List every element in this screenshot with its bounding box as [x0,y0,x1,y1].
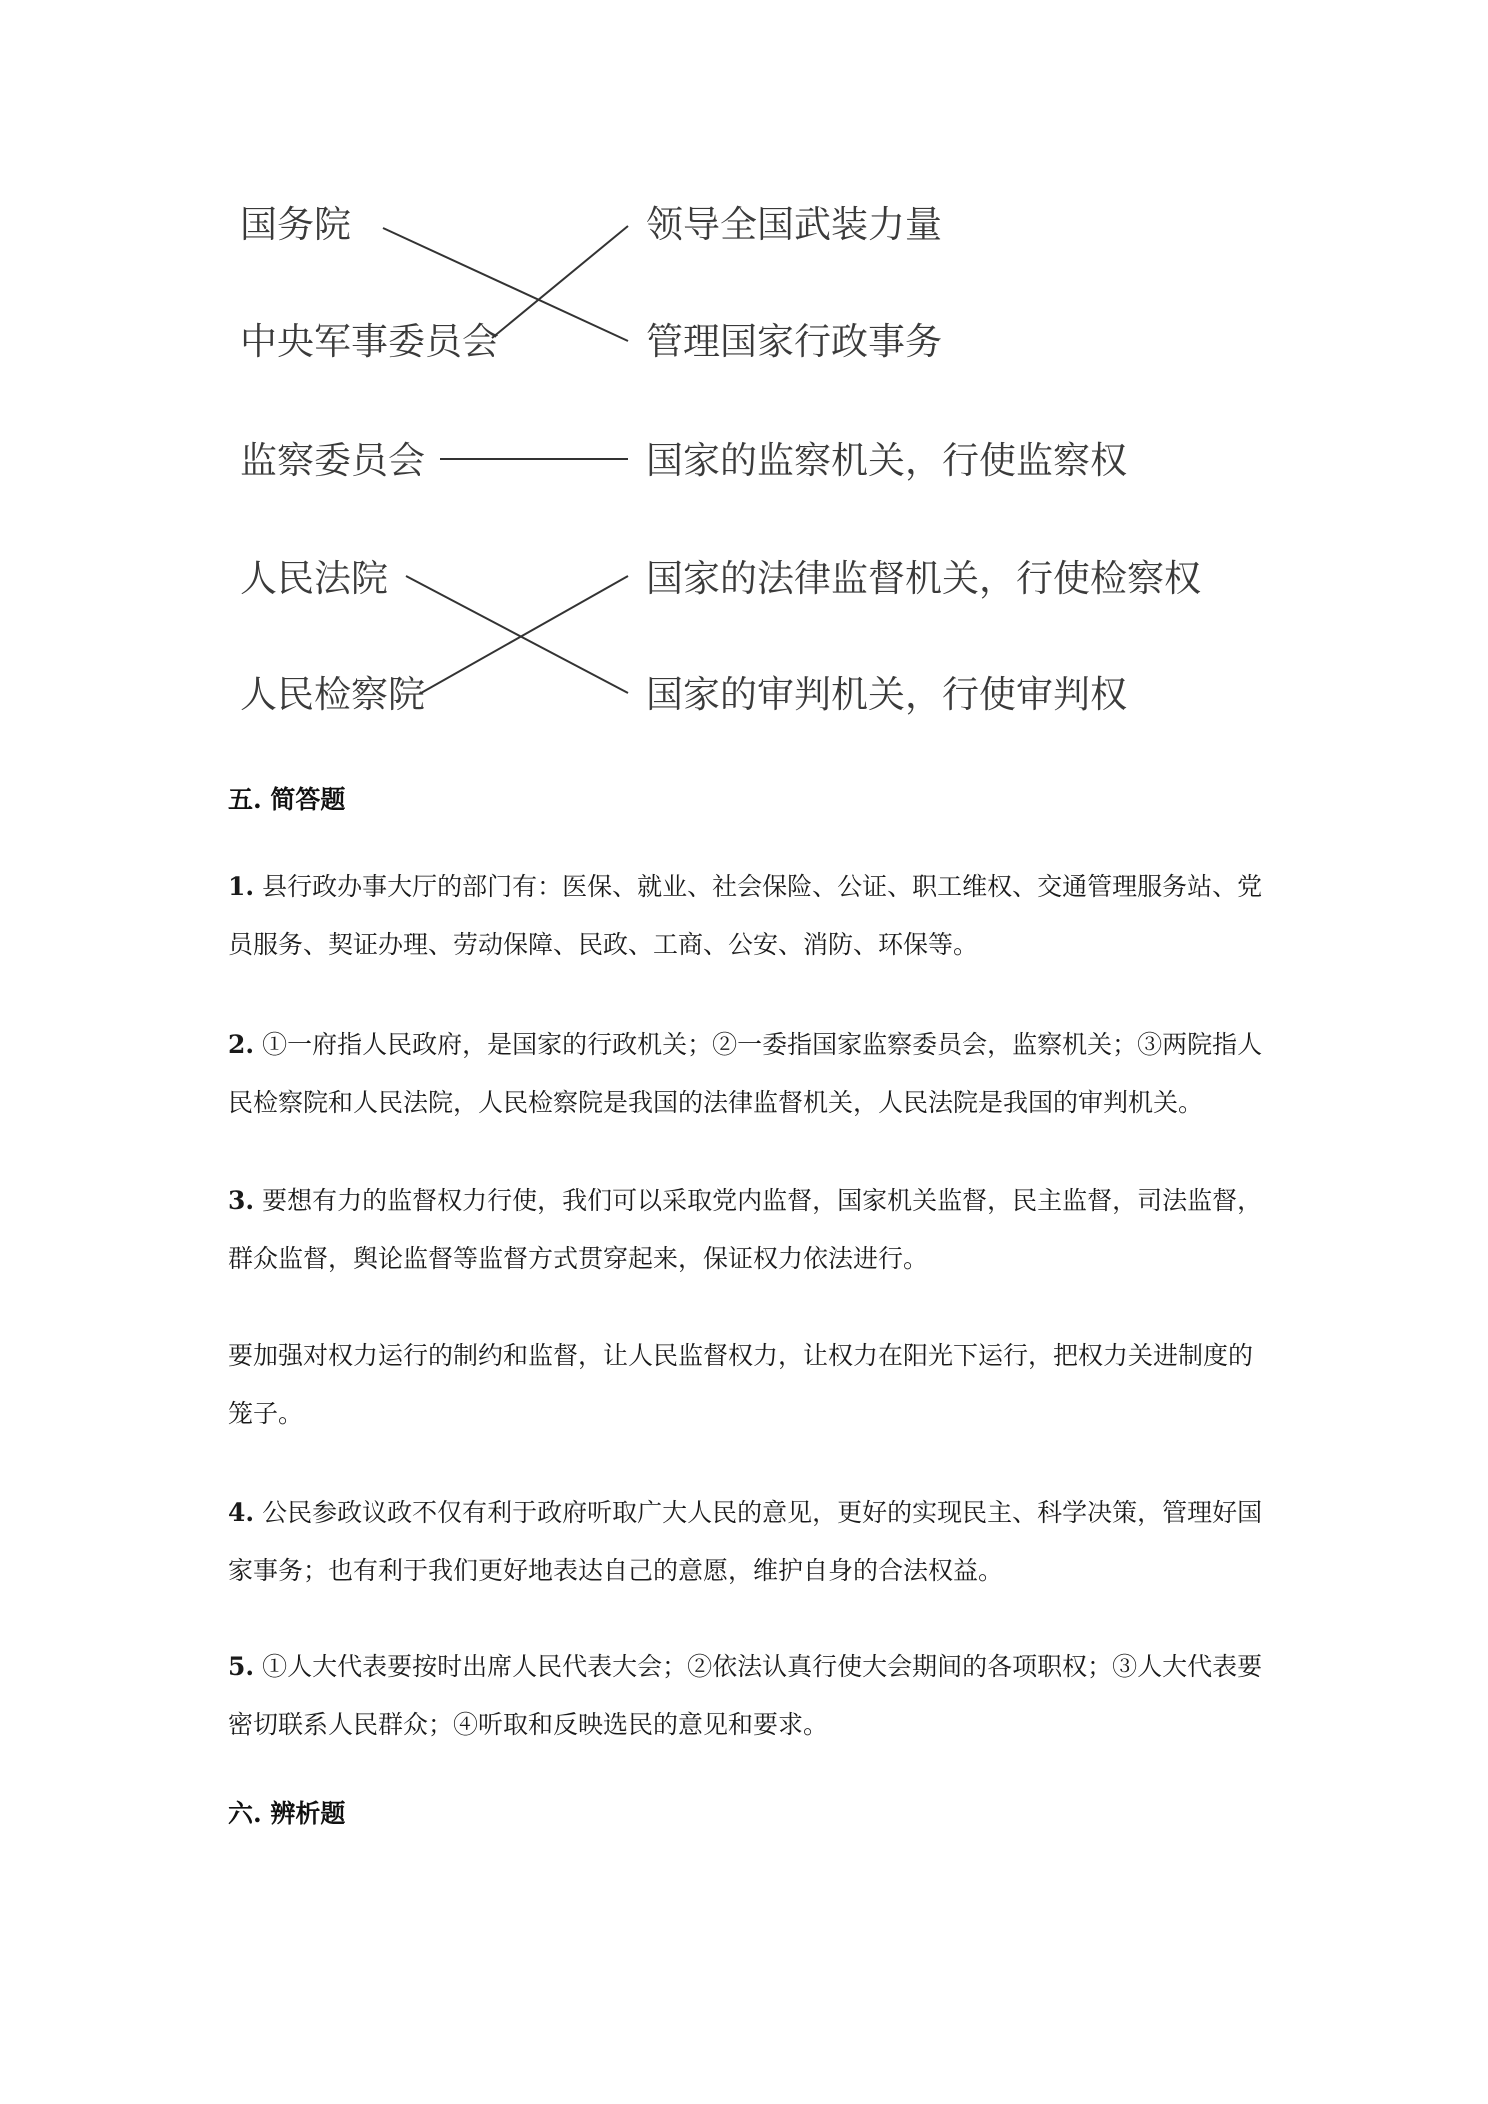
answer-3-continued [228,1327,1273,1443]
answer-2 [228,1016,1273,1132]
right-item-legal-supervision-organ: 国家的法律监督机关，行使检察权 [646,557,1201,600]
answer-number: 4. [228,1498,255,1527]
section-title-analysis: 六. 辨析题 [228,1799,346,1828]
answer-number: 2. [228,1030,255,1059]
answer-text: 公民参政议政不仅有利于政府听取广大人民的意见，更好的实现民主、科学决策，管理好国家事务；也有利于我们更好地表达自己的意愿，维护自身的合法权益。 [228,1498,1263,1585]
left-item-state-council: 国务院 [240,203,351,246]
answer-5 [228,1638,1273,1754]
answer-number: 1. [228,872,255,901]
link-line-state-council [383,228,628,341]
left-item-supervisory-commission: 监察委员会 [240,439,425,482]
left-item-peoples-procuratorate: 人民检察院 [240,673,425,716]
answer-text: 县行政办事大厅的部门有：医保、就业、社会保险、公证、职工维权、交通管理服务站、党员服务、契证办理、劳动保障、民政、工商、公安、消防、环保等。 [228,872,1263,959]
matching-diagram [0,0,1488,720]
answer-1 [228,858,1273,974]
answer-number: 5. [228,1652,255,1681]
right-item-supervision-organ: 国家的监察机关，行使监察权 [646,439,1127,482]
answer-text: 要加强对权力运行的制约和监督，让人民监督权力，让权力在阳光下运行，把权力关进制度的笼子。 [228,1341,1254,1428]
answer-text: ①人大代表要按时出席人民代表大会；②依法认真行使大会期间的各项职权；③人大代表要密切联系人民群众；④听取和反映选民的意见和要求。 [228,1652,1263,1739]
answer-number: 3. [228,1186,255,1215]
left-item-central-military-commission: 中央军事委员会 [240,320,499,363]
answer-3 [228,1172,1273,1288]
link-line-peoples-procuratorate [421,576,628,693]
right-item-judicial-organ: 国家的审判机关，行使审判权 [646,673,1127,716]
link-line-military-commission [492,226,628,338]
answer-4 [228,1484,1273,1600]
answer-text: ①一府指人民政府，是国家的行政机关；②一委指国家监察委员会，监察机关；③两院指人民检察院和人民法院，人民检察院是我国的法律监督机关，人民法院是我国的审判机关。 [228,1030,1263,1117]
right-item-administrative-affairs: 管理国家行政事务 [646,320,942,363]
matching-lines [0,0,1488,720]
link-line-peoples-court [406,576,628,693]
answer-text: 要想有力的监督权力行使，我们可以采取党内监督，国家机关监督，民主监督，司法监督，群众监督，舆论监督等监督方式贯穿起来，保证权力依法进行。 [228,1186,1263,1273]
right-item-armed-forces: 领导全国武装力量 [646,203,942,246]
section-title-short-answer: 五. 简答题 [228,785,346,814]
left-item-peoples-court: 人民法院 [240,557,388,600]
